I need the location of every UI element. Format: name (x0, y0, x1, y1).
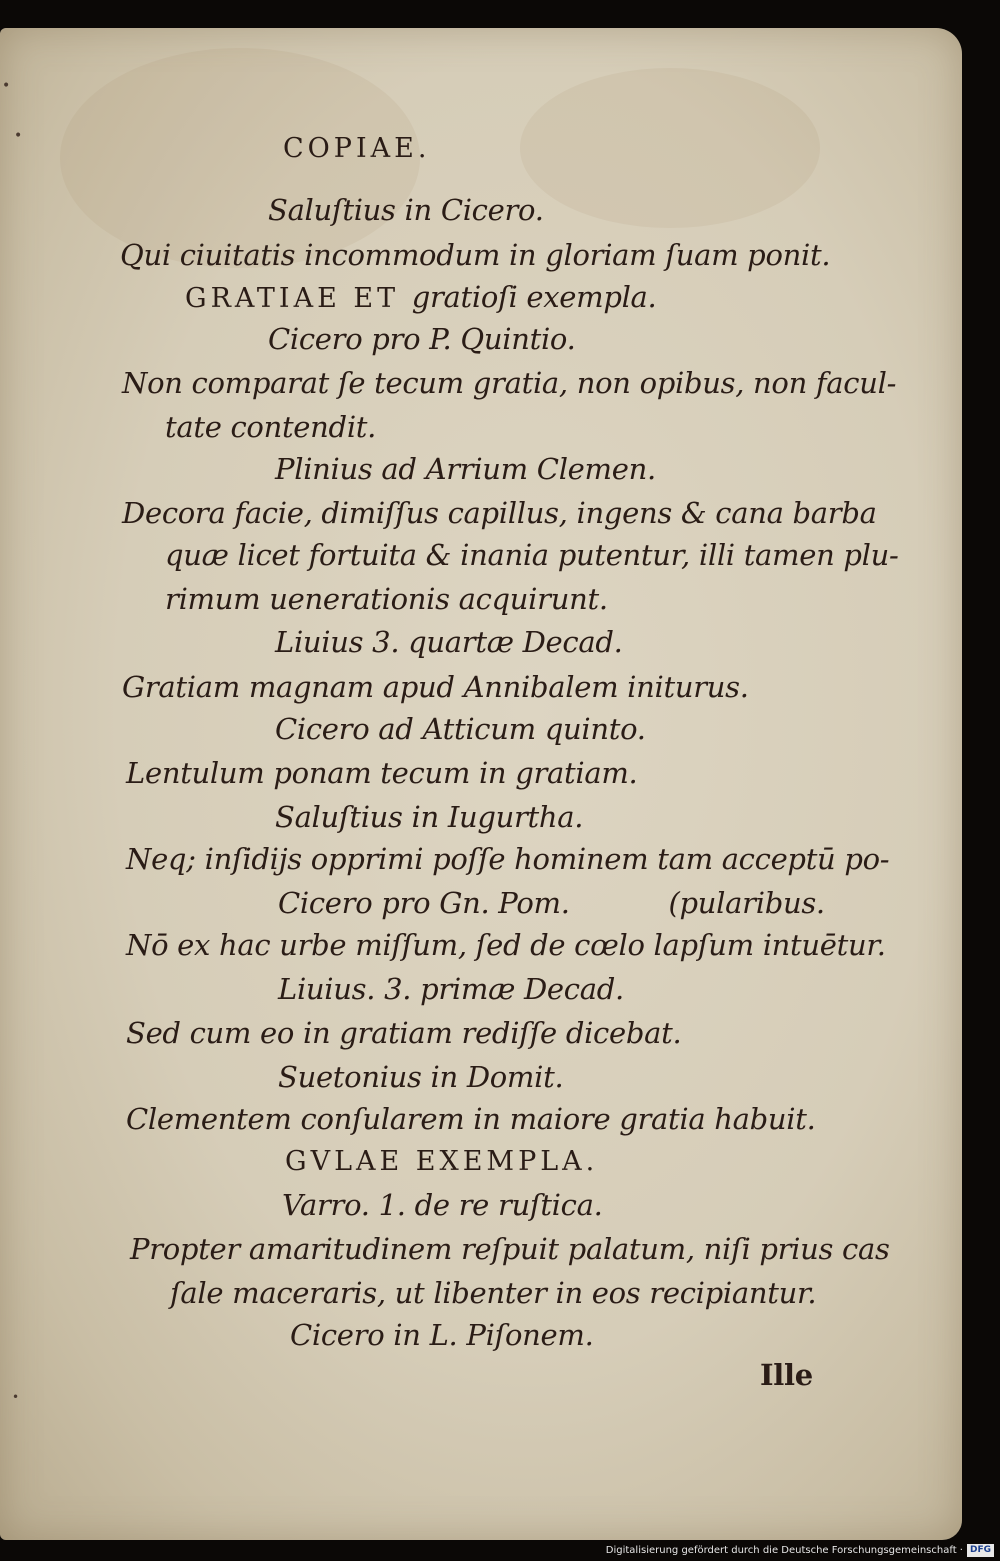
catchword: Ille (760, 1358, 813, 1392)
line-19: Liuius. 3. primæ Decad. (278, 972, 624, 1006)
line-27: Cicero in L. Piſonem. (290, 1318, 594, 1352)
dfg-logo: DFG (967, 1544, 994, 1557)
line-25: Propter amaritudinem reſpuit palatum, niſi prius cas (130, 1232, 890, 1266)
line-6: tate contendit. (165, 410, 377, 444)
line-24: Varro. 1. de re ruſtica. (282, 1188, 603, 1222)
line-2: Qui ciuitatis incommodum in gloriam ſuam ponit. (120, 238, 831, 272)
section-title-italic: gratioſi exempla. (411, 280, 657, 314)
section-title-caps: GRATIAE ET (185, 283, 400, 314)
line-11: Liuius 3. quartæ Decad. (275, 625, 623, 659)
line-22: Clementem conſularem in maiore gratia habuit. (126, 1102, 816, 1136)
line-12: Gratiam magnam apud Annibalem initurus. (122, 670, 749, 704)
line-5: Non comparat ſe tecum gratia, non opibus, non facul- (122, 366, 897, 400)
paper-stain (520, 68, 820, 228)
margin-dot: • (14, 128, 23, 144)
margin-dot: • (12, 1390, 20, 1404)
line-17-citation: Cicero pro Gn. Pom. (278, 886, 570, 920)
line-23-section-title: GVLAE EXEMPLA. (285, 1146, 599, 1177)
margin-dot: • (2, 78, 11, 94)
line-4: Cicero pro P. Quintio. (268, 322, 576, 356)
line-13: Cicero ad Atticum quinto. (275, 712, 646, 746)
line-8: Decora facie, dimiſſus capillus, ingens & cana barba (122, 496, 877, 530)
line-3-section-title (185, 280, 656, 314)
line-20: Sed cum eo in gratiam rediſſe dicebat. (126, 1016, 682, 1050)
line-26: ſale maceraris, ut libenter in eos recipiantur. (170, 1276, 817, 1310)
line-14: Lentulum ponam tecum in gratiam. (126, 756, 638, 790)
footer-text: Digitalisierung gefördert durch die Deutsche Forschungsgemeinschaft · (605, 1545, 963, 1556)
line-15: Saluſtius in Iugurtha. (275, 800, 584, 834)
line-21: Suetonius in Domit. (278, 1060, 564, 1094)
line-18: Nō ex hac urbe miſſum, ſed de cœlo lapſum intuētur. (126, 928, 886, 962)
line-16: Neq; inſidijs opprimi poſſe hominem tam acceptū po- (126, 842, 890, 876)
line-17 (278, 886, 825, 920)
line-10: rimum uenerationis acquirunt. (165, 582, 608, 616)
line-1: Saluſtius in Cicero. (268, 193, 544, 227)
line-17-carryover: (pularibus. (668, 886, 825, 920)
line-9: quæ licet fortuita & inania putentur, illi tamen plu- (165, 538, 899, 572)
running-header: COPIAE. (283, 133, 431, 164)
digitization-footer (606, 1541, 994, 1561)
line-7: Plinius ad Arrium Clemen. (275, 452, 656, 486)
